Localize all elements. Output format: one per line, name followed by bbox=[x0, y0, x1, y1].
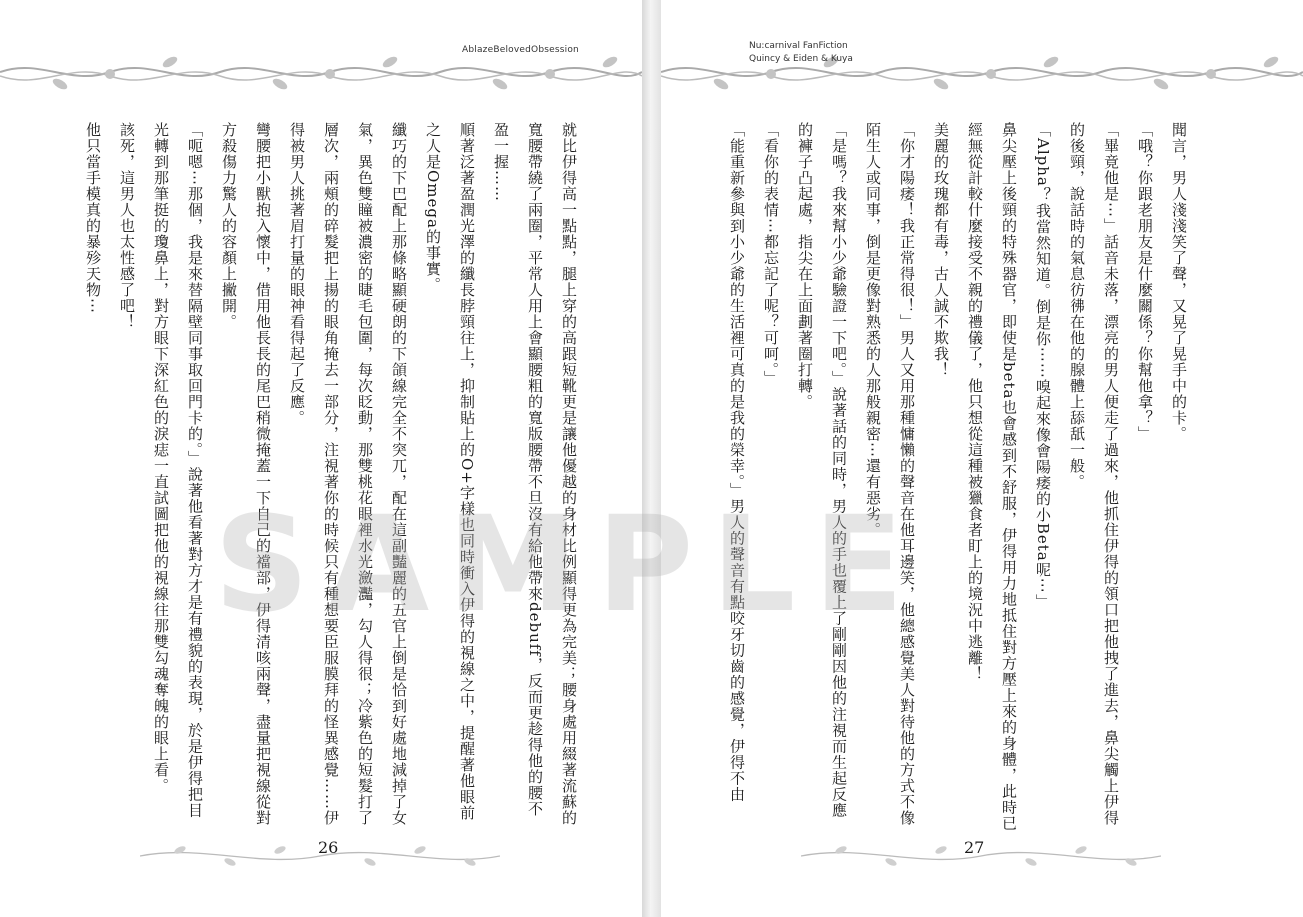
paragraph: 「能重新參與到小少爺的生活裡可真的是我的榮幸。」男人的聲音有點咬牙切齒的感覺，伊得不由 bbox=[728, 122, 746, 803]
paragraph: 鼻尖壓上後頸的特殊器官，即使是beta也會感到不舒服，伊得用力地抵住對方壓上來的身體，此時已經無從計較什麼接受不親的禮儀了，他只想從這種被獵食者盯上的境況中逃離！ bbox=[966, 122, 1018, 832]
page-number: 26 bbox=[318, 838, 339, 857]
paragraph: 「看你的表情⋯都忘記了呢？可呵。」 bbox=[762, 122, 780, 387]
paragraph: 「是嗎？我來幫小少爺驗證一下吧。」說著話的同時，男人的手也覆上了剛剛因他的注視而生起反應的褲子凸起處，指尖在上面劃著圈打轉。 bbox=[796, 122, 848, 819]
body-text bbox=[84, 122, 586, 832]
paragraph: 「Alpha？我當然知道。倒是你⋯⋯嗅起來像會陽痿的小Beta呢⋯」 bbox=[1034, 122, 1052, 610]
ornament-vine-top-left bbox=[0, 50, 642, 110]
paragraph: 「呃嗯⋯那個，我是來替隔壁同事取回門卡的。」說著他看著對方才是有禮貌的表現，於是伊得把目光轉到那筆挺的瓊鼻上，對方眼下深紅色的淚痣一直試圖把他的視線往那雙勾魂奪魄的眼上看。 bbox=[152, 122, 204, 819]
page-number: 27 bbox=[964, 838, 985, 857]
sample-watermark: SAMPLE bbox=[214, 488, 922, 642]
running-header bbox=[749, 40, 853, 66]
right-page bbox=[661, 0, 1303, 917]
paragraph: 彎腰把小獸抱入懷中，借用他長長的尾巴稍微掩蓋一下自己的襠部，伊得清咳兩聲，盡量把視線從對方殺傷力驚人的容顏上撇開。 bbox=[220, 122, 272, 826]
paragraph: 「哦？你跟老朋友是什麼關係？你幫他拿？」 bbox=[1136, 122, 1154, 442]
paragraph: 纖巧的下巴配上那條略顯硬朗的下頜線完全不突兀，配在這副豔麗的五官上倒是恰到好處地減掉了女氣，異色雙瞳被濃密的睫毛包圍，每次眨動，那雙桃花眼裡水光瀲灩，勾人得很；冷紫色的短髮打了層次，兩頰的碎髮把上揚的眼角掩去一部分，注視著你的時候只有種想要臣服膜拜的怪異感覺……伊得被男人挑著眉打量的眼神看得起了反應。 bbox=[288, 122, 408, 826]
paragraph: 他只當手模真的暴殄天物⋯ bbox=[84, 122, 102, 314]
paragraph: 聞言，男人淺淺笑了聲，又晃了晃手中的卡。 bbox=[1170, 122, 1188, 442]
paragraph: 美麗的玫瑰都有毒，古人誠不欺我！ bbox=[932, 122, 950, 378]
paragraph: 就比伊得高一點點，腿上穿的高跟短靴更是讓他優越的身材比例顯得更為完美；腰身處用綴著流蘇的寬腰帶繞了兩圈，平常人用上會顯腰粗的寬版腰帶不旦沒有給他帶來debuff，反而更趁得他的腰不盈一握…… bbox=[492, 122, 578, 826]
paragraph: 該死，這男人也太性感了吧！ bbox=[118, 122, 136, 330]
book-spine bbox=[642, 0, 661, 917]
body-text bbox=[728, 122, 1196, 832]
paragraph: 順著泛著盈潤光澤的纖長脖頸往上，抑制貼上的O+字樣也同時衝入伊得的視線之中，提醒著他眼前之人是Omega的事實。 bbox=[424, 122, 476, 821]
header-subtitle: Quincy & Eiden & Kuya bbox=[749, 54, 853, 64]
header-title: Nu:carnival FanFiction bbox=[749, 41, 848, 51]
paragraph: 「畢竟他是⋯」話音未落，漂亮的男人便走了過來，他抓住伊得的領口把他拽了進去，鼻尖觸上伊得的後頸，說話時的氣息彷彿在他的腺體上舔舐一般。 bbox=[1068, 122, 1120, 826]
running-header: AblazeBelovedObsession bbox=[462, 45, 579, 55]
left-page bbox=[0, 0, 642, 917]
paragraph: 「你才陽痿！我正常得很！」男人又用那種慵懶的聲音在他耳邊笑，他總感覺美人對待他的方式不像陌生人或同事，倒是更像對熟悉的人那般親密⋯還有惡劣。 bbox=[864, 122, 916, 826]
